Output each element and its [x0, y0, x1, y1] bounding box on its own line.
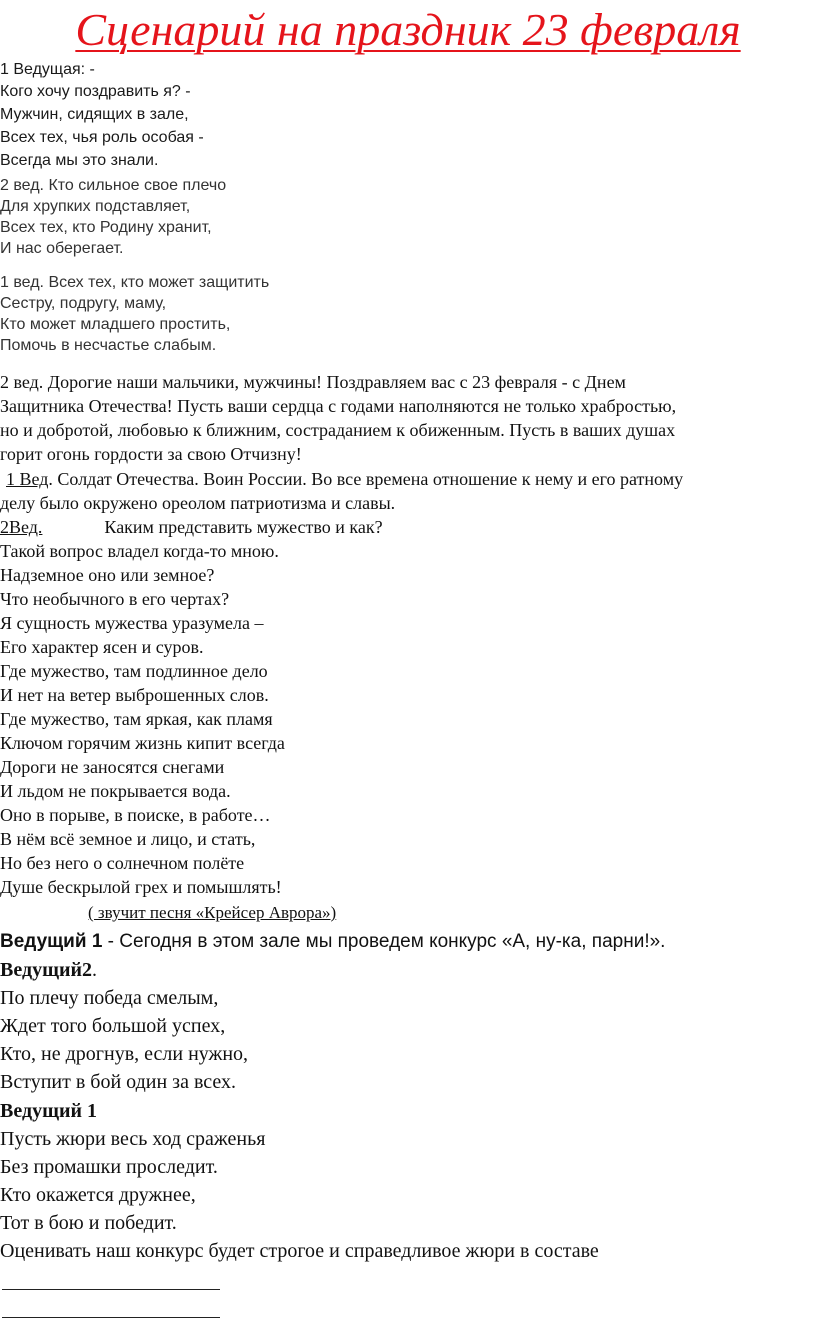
verse-text: Каким представить мужество и как?	[104, 517, 383, 537]
verse-line: И льдом не покрывается вода.	[0, 781, 231, 801]
signature-blank-line	[2, 1317, 220, 1318]
speaker-label: Ведущий2	[0, 959, 93, 981]
speaker-label: Ведущий 1	[0, 931, 103, 952]
signature-blank-line	[2, 1289, 220, 1290]
verse-line: Без промашки проследит.	[0, 1156, 218, 1178]
speaker-label: Ведущий 1	[0, 1100, 98, 1122]
prose-text: . Солдат Отечества. Воин России. Во все времена отношение к нему и его ратному	[48, 469, 684, 489]
verse-line: Кто, не дрогнув, если нужно,	[0, 1043, 249, 1065]
speaker-label: 1 Вед	[6, 469, 49, 489]
speaker-punct: .	[92, 959, 98, 981]
verse-line: Всех тех, кто Родину хранит,	[0, 219, 212, 236]
verse-line: Вступит в бой один за всех.	[0, 1071, 237, 1093]
verse-line: 1 вед. Всех тех, кто может защитить	[0, 274, 270, 291]
verse-line: Его характер ясен и суров.	[0, 637, 204, 657]
verse-line: Сестру, подругу, маму,	[0, 295, 167, 312]
verse-line: По плечу победа смелым,	[0, 987, 219, 1009]
verse-line: Всех тех, чья роль особая -	[0, 129, 204, 146]
prose-line: 2 вед. Дорогие наши мальчики, мужчины! Поздравляем вас с 23 февраля - с Днем	[0, 372, 626, 392]
verse-line: Для хрупких подставляет,	[0, 198, 191, 215]
prose-line: Оценивать наш конкурс будет строгое и справедливое жюри в составе	[0, 1240, 599, 1262]
verse-line: Помочь в несчастье слабым.	[0, 337, 217, 354]
verse-line: Кто окажется дружнее,	[0, 1184, 196, 1206]
verse-line: Кто может младшего простить,	[0, 316, 231, 333]
verse-line: Я сущность мужества уразумела –	[0, 613, 264, 633]
verse-line: Мужчин, сидящих в зале,	[0, 106, 189, 123]
verse-line: Ключом горячим жизнь кипит всегда	[0, 733, 285, 753]
speaker-heading	[0, 956, 97, 984]
prose-line: делу было окружено ореолом патриотизма и славы.	[0, 493, 396, 513]
verse-line: Надземное оно или земное?	[0, 565, 215, 585]
song-note: ( звучит песня «Крейсер Аврора»)	[88, 903, 337, 922]
verse-line: И нет на ветер выброшенных слов.	[0, 685, 269, 705]
verse-line: Но без него о солнечном полёте	[0, 853, 245, 873]
verse-line: Такой вопрос владел когда-то мною.	[0, 541, 279, 561]
prose-line	[6, 468, 683, 491]
verse-line: 2 вед. Кто сильное свое плечо	[0, 177, 227, 194]
prose-line: но и добротой, любовью к ближним, состраданием к обиженным. Пусть в ваших душах	[0, 420, 676, 440]
poem-first-line	[0, 516, 383, 539]
verse-line: В нём всё земное и лицо, и стать,	[0, 829, 256, 849]
speaker-label: 2Вед.	[0, 517, 43, 537]
host-line	[0, 928, 665, 956]
page-title: Сценарий на праздник 23 февраля	[75, 4, 741, 55]
prose-line: Защитника Отечества! Пусть ваши сердца с годами наполняются не только храбростью,	[0, 396, 677, 416]
verse-line: Тот в бою и победит.	[0, 1212, 177, 1234]
verse-line: И нас оберегает.	[0, 240, 124, 257]
verse-line: Оно в порыве, в поиске, в работе…	[0, 805, 271, 825]
host-label-line: 1 Ведущая: -	[0, 61, 95, 78]
verse-line: Где мужество, там подлинное дело	[0, 661, 268, 681]
verse-line: Душе бескрылой грех и помышлять!	[0, 877, 282, 897]
prose-line: горит огонь гордости за свою Отчизну!	[0, 444, 302, 464]
verse-line: Кого хочу поздравить я? -	[0, 83, 191, 100]
verse-line: Всегда мы это знали.	[0, 152, 159, 169]
verse-line: Дороги не заносятся снегами	[0, 757, 225, 777]
verse-line: Пусть жюри весь ход сраженья	[0, 1128, 266, 1150]
verse-line: Что необычного в его чертах?	[0, 589, 230, 609]
verse-line: Где мужество, там яркая, как пламя	[0, 709, 273, 729]
verse-line: Ждет того большой успех,	[0, 1015, 226, 1037]
host-text: - Сегодня в этом зале мы проведем конкурс «А, ну-ка, парни!».	[102, 931, 666, 952]
